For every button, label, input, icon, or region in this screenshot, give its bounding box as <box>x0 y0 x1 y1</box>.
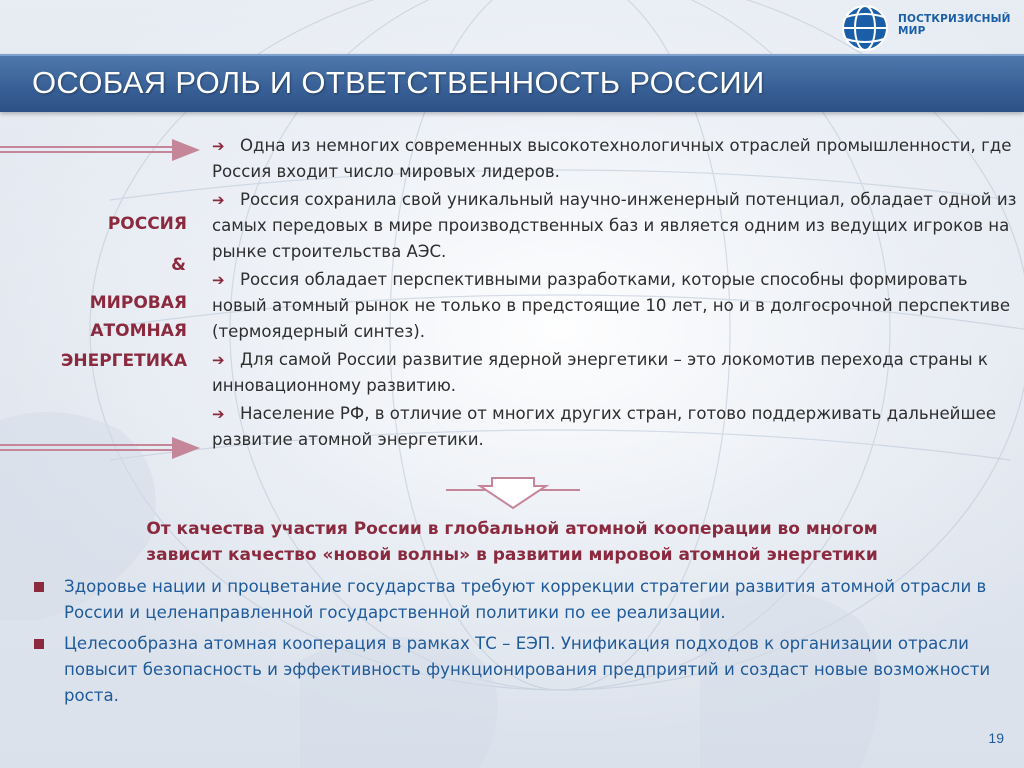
square-bullet-icon <box>34 639 44 649</box>
side-label-line4: АТОМНАЯ <box>90 321 187 341</box>
side-label-line3: МИРОВАЯ <box>89 293 187 313</box>
bullet-text: Россия сохранила свой уникальный научно-инженерный потенциал, обладает одной из самых передовых в мире производственных баз и является одним из ведущих игроков на рынке строительства АЭС. <box>212 190 1017 261</box>
bullet-text: Население РФ, в отличие от многих других стран, готово поддерживать дальнейшее развитие атомной энергетики. <box>212 404 997 449</box>
arrow-right-icon: ➔ <box>212 271 225 289</box>
recommendation-item <box>34 631 1014 709</box>
pointer-arrow-top-icon <box>0 138 205 162</box>
pointer-arrow-bottom-icon <box>0 436 205 460</box>
side-label-line1: РОССИЯ <box>107 214 187 234</box>
recommendation-text: Целесообразна атомная кооперация в рамках ТС – ЕЭП. Унификация подходов к организации отрасли повысит безопасность и эффективность функционирования предприятий и создаст новые возможности роста. <box>64 634 991 705</box>
conclusion-text <box>20 516 1004 568</box>
bullet-text: Для самой России развитие ядерной энергетики – это локомотив перехода страны к инновационному развитию. <box>212 350 988 395</box>
arrow-right-icon: ➔ <box>212 191 225 209</box>
recommendation-item <box>34 574 1014 626</box>
bullet-item <box>212 267 1018 345</box>
arrow-right-icon: ➔ <box>212 137 225 155</box>
square-bullet-icon <box>34 582 44 592</box>
page-title: ОСОБАЯ РОЛЬ И ОТВЕТСТВЕННОСТЬ РОССИИ <box>32 65 765 100</box>
arrow-right-icon: ➔ <box>212 405 225 423</box>
bullet-text: Россия обладает перспективными разработками, которые способны формировать новый атомный рынок не только в предстоящие 10 лет, но и в долгосрочной перспективе (термоядерный синтез). <box>212 270 1011 341</box>
logo-text: ПОСТКРИЗИСНЫЙ МИР <box>898 13 1011 37</box>
conclusion-line2: зависит качество «новой волны» в развитии мировой атомной энергетики <box>146 545 878 565</box>
side-label-line5: ЭНЕРГЕТИКА <box>60 351 187 371</box>
bullet-list <box>212 133 1018 455</box>
recommendation-list <box>34 574 1014 714</box>
bullet-item <box>212 347 1018 399</box>
bullet-text: Одна из немногих современных высокотехнологичных отраслей промышленности, где Россия входит число мировых лидеров. <box>212 136 1012 181</box>
conclusion-line1: От качества участия России в глобальной атомной кооперации во многом <box>146 519 878 539</box>
page-number: 19 <box>988 730 1004 746</box>
bullet-item <box>212 401 1018 453</box>
bullet-item <box>212 187 1018 265</box>
bullet-item <box>212 133 1018 185</box>
arrow-right-icon: ➔ <box>212 351 225 369</box>
arrow-down-icon <box>446 476 580 512</box>
side-label-line2: & <box>171 255 186 275</box>
recommendation-text: Здоровье нации и процветание государства требуют коррекции стратегии развития атомной отрасли в России и целенаправленной государственной политики по ее реализации. <box>64 577 987 622</box>
title-bar <box>0 54 1024 112</box>
